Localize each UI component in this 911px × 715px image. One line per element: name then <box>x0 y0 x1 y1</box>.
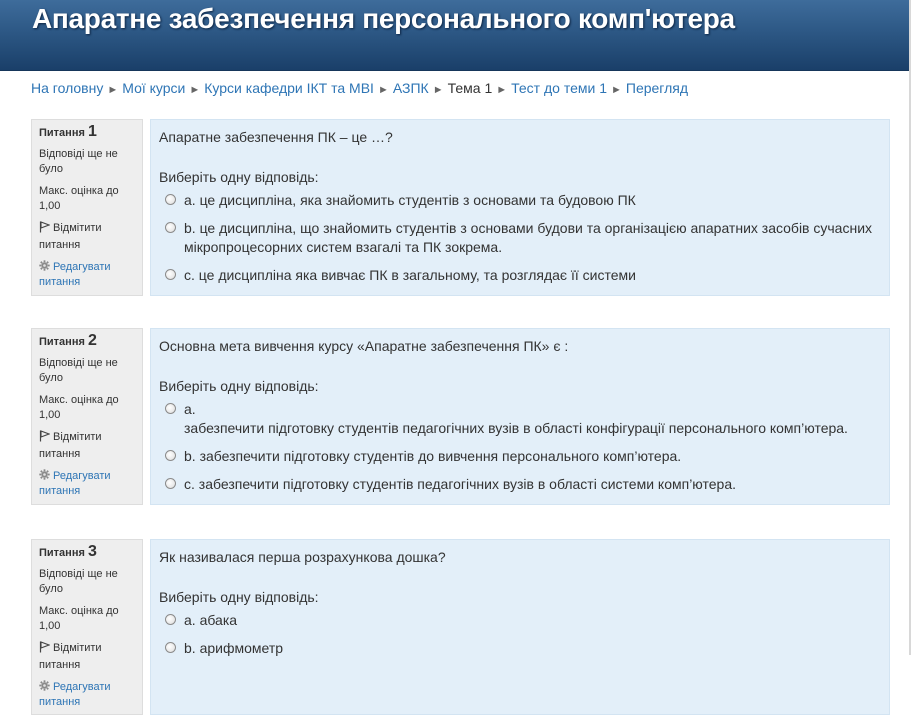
edit-question-link[interactable] <box>39 680 135 710</box>
question-number-value: 2 <box>87 332 97 349</box>
gear-icon[interactable] <box>39 680 50 691</box>
question-number-value: 1 <box>87 123 97 140</box>
breadcrumb-separator: ► <box>377 84 389 96</box>
question-text: Як називалася перша розрахункова дошка? <box>159 549 446 565</box>
radio-button[interactable] <box>165 403 176 414</box>
answer-option[interactable] <box>159 191 881 210</box>
question-number <box>39 333 135 350</box>
breadcrumb-item-2[interactable]: Мої курси <box>122 80 186 96</box>
radio-button[interactable] <box>165 450 176 461</box>
radio-button[interactable] <box>165 478 176 489</box>
answer-option[interactable] <box>159 400 881 438</box>
edit-question-label[interactable]: Редагувати питання <box>39 470 111 497</box>
question-content <box>150 119 890 296</box>
answer-list <box>159 191 881 285</box>
question-text: Апаратне забезпечення ПК – це …? <box>159 129 393 145</box>
radio-button[interactable] <box>165 642 176 653</box>
question-status: Відповіді ще не було <box>39 357 118 384</box>
answer-label: b. арифмометр <box>184 640 284 656</box>
question-status: Відповіді ще не було <box>39 148 118 175</box>
answer-label: c. забезпечити підготовку студентів педагогічних вузів в області системи комп’ютера. <box>184 476 736 492</box>
answer-label: a. абака <box>184 612 238 628</box>
flag-question-link[interactable] <box>39 641 135 673</box>
question-number <box>39 124 135 141</box>
answer-list <box>159 611 881 658</box>
answer-label: c. це дисципліна яка вивчає ПК в загальному, та розглядає її системи <box>184 267 636 283</box>
radio-button[interactable] <box>165 194 176 205</box>
page-title: Апаратне забезпечення персонального комп'ютера <box>32 3 735 34</box>
radio-button[interactable] <box>165 222 176 233</box>
question-text: Основна мета вивчення курсу «Апаратне забезпечення ПК» є : <box>159 338 569 354</box>
answer-list <box>159 400 881 494</box>
question-info-panel <box>31 328 143 505</box>
answer-label: b. це дисципліна, що знайомить студентів з основами будови та організацією апаратних засобів сучасних мікропроцесорних систем взагалі та ПК зокрема. <box>184 220 873 255</box>
edit-question-label[interactable]: Редагувати питання <box>39 261 111 288</box>
answer-prompt: Виберіть одну відповідь: <box>159 378 319 394</box>
answer-label: b. забезпечити підготовку студентів до вивчення персонального комп’ютера. <box>184 448 682 464</box>
question-max-grade: Макс. оцінка до 1,00 <box>39 394 119 421</box>
radio-button[interactable] <box>165 614 176 625</box>
question-label: Питання <box>39 547 85 559</box>
edit-question-link[interactable] <box>39 469 135 499</box>
flag-question-label[interactable]: Відмітити питання <box>39 431 102 460</box>
breadcrumb-separator: ► <box>189 84 201 96</box>
question-number <box>39 544 135 561</box>
flag-icon[interactable] <box>39 430 50 447</box>
answer-label: a. забезпечити підготовку студентів педагогічних вузів в області конфігурації персонального комп’ютера. <box>184 401 848 436</box>
radio-button[interactable] <box>165 269 176 280</box>
question-max-grade: Макс. оцінка до 1,00 <box>39 605 119 632</box>
breadcrumb-item-1[interactable]: На головну <box>31 80 104 96</box>
page-header <box>0 0 911 71</box>
question-info-panel <box>31 119 143 296</box>
breadcrumb-separator: ► <box>611 84 622 96</box>
answer-prompt: Виберіть одну відповідь: <box>159 169 319 185</box>
question-status: Відповіді ще не було <box>39 568 118 595</box>
breadcrumb-item-5: Тема 1 <box>447 80 493 96</box>
breadcrumb-separator: ► <box>496 84 508 96</box>
flag-question-label[interactable]: Відмітити питання <box>39 642 102 671</box>
question-content <box>150 539 890 715</box>
question-label: Питання <box>39 127 85 139</box>
breadcrumb-item-4[interactable]: АЗПК <box>392 80 429 96</box>
flag-question-link[interactable] <box>39 430 135 462</box>
question-content <box>150 328 890 505</box>
flag-icon[interactable] <box>39 221 50 238</box>
question-label: Питання <box>39 336 85 348</box>
edit-question-link[interactable] <box>39 260 135 290</box>
answer-option[interactable] <box>159 447 881 466</box>
answer-option[interactable] <box>159 266 881 285</box>
breadcrumb-separator: ► <box>107 84 119 96</box>
answer-option[interactable] <box>159 219 881 257</box>
question-info-panel <box>31 539 143 715</box>
gear-icon[interactable] <box>39 469 50 480</box>
breadcrumb-item-6[interactable]: Тест до теми 1 <box>511 80 607 96</box>
answer-prompt: Виберіть одну відповідь: <box>159 589 319 605</box>
flag-icon[interactable] <box>39 641 50 658</box>
breadcrumb <box>31 80 688 96</box>
breadcrumb-item-3[interactable]: Курси кафедри ІКТ та МВІ <box>204 80 374 96</box>
answer-option[interactable] <box>159 475 881 494</box>
answer-label: a. це дисципліна, яка знайомить студентів з основами та будовою ПК <box>184 192 636 208</box>
breadcrumb-item-7[interactable]: Перегляд <box>625 80 689 96</box>
answer-option[interactable] <box>159 611 881 630</box>
breadcrumb-separator: ► <box>432 84 444 96</box>
answer-option[interactable] <box>159 639 881 658</box>
question-max-grade: Макс. оцінка до 1,00 <box>39 185 119 212</box>
flag-question-link[interactable] <box>39 221 135 253</box>
flag-question-label[interactable]: Відмітити питання <box>39 222 102 251</box>
gear-icon[interactable] <box>39 260 50 271</box>
question-number-value: 3 <box>87 543 97 560</box>
edit-question-label[interactable]: Редагувати питання <box>39 681 111 708</box>
